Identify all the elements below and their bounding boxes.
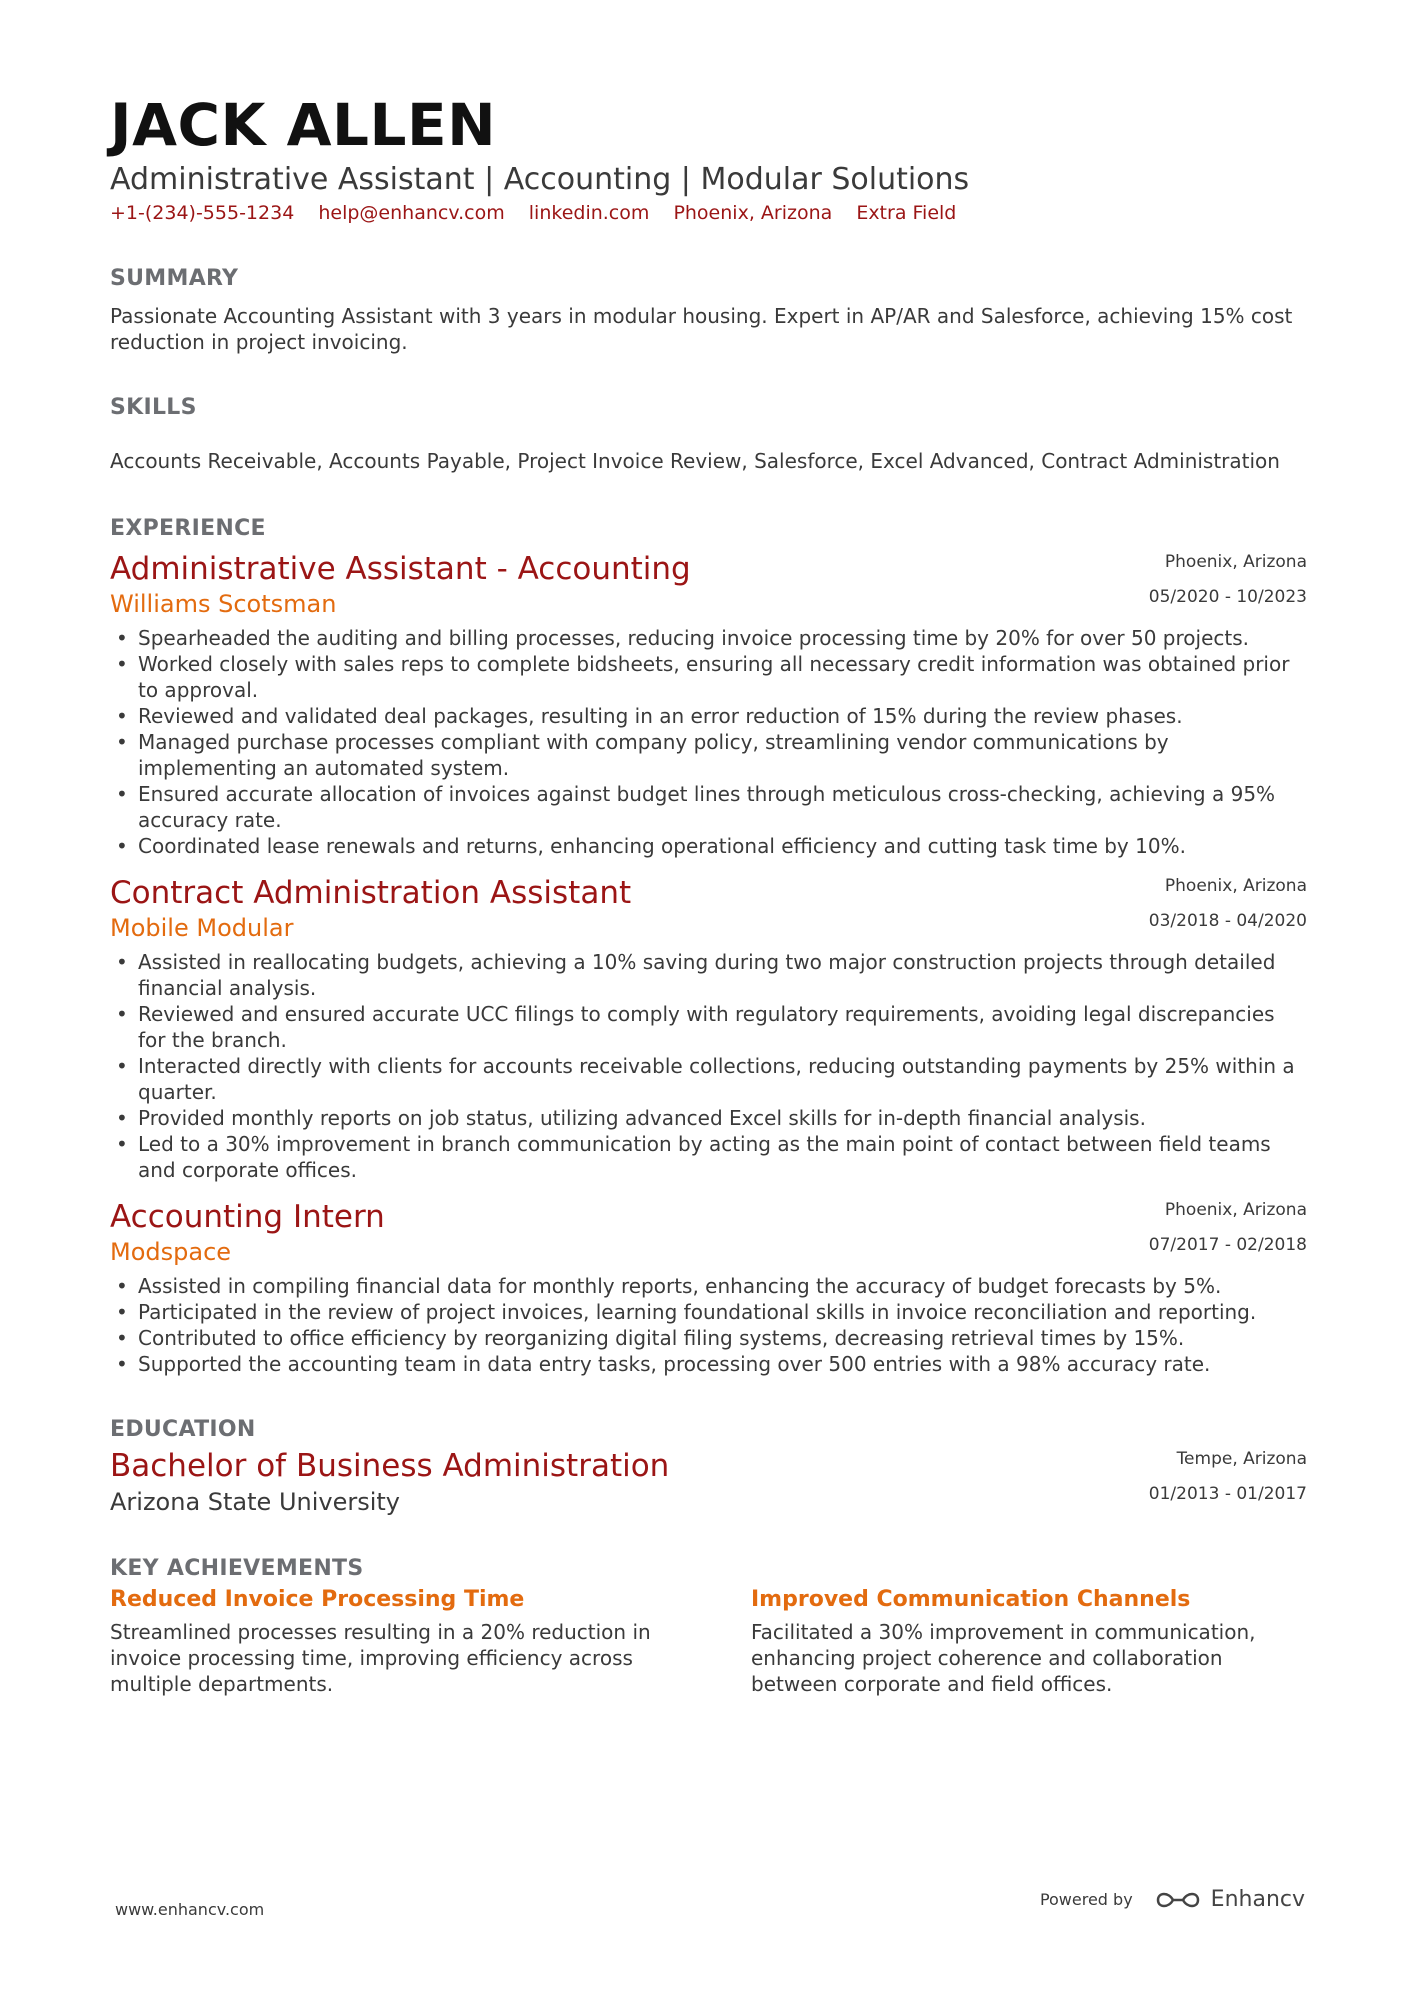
education-school: Arizona State University [110,1488,401,1517]
education-entry [110,1446,1307,1518]
candidate-name: JACK ALLEN [110,91,497,159]
summary-heading: SUMMARY [110,266,239,292]
list-item: • Spearheaded the auditing and billing processes, reducing invoice processing time by 20% for over 50 projects. [110,625,1307,651]
job-location: Phoenix, Arizona [1164,552,1307,573]
list-item: • Supported the accounting team in data entry tasks, processing over 500 entries with a 98% accuracy rate. [110,1351,1307,1377]
achievement-title: Improved Communication Channels [751,1587,1191,1613]
footer-website[interactable]: www.enhancv.com [115,1900,265,1919]
education-dates: 01/2013 - 01/2017 [1148,1484,1307,1505]
job-company: Williams Scotsman [110,590,337,619]
job-bullets [110,949,1307,1183]
achievement-item [751,1585,1306,1697]
achievement-desc: Streamlined processes resulting in a 20% reduction in invoice processing time, improving efficiency across multiple departments. [110,1620,651,1697]
job-title: Contract Administration Assistant [110,875,632,912]
achievements-heading: KEY ACHIEVEMENTS [110,1556,364,1582]
brand-link[interactable] [1155,1887,1305,1912]
job-location: Phoenix, Arizona [1164,1200,1307,1221]
list-item: • Provided monthly reports on job status, utilizing advanced Excel skills for in-depth financial analysis. [110,1105,1307,1131]
list-item: • Contributed to office efficiency by reorganizing digital filing systems, decreasing retrieval times by 15%. [110,1325,1307,1351]
footer-branding [1040,1887,1305,1912]
contact-email[interactable]: help@enhancv.com [318,202,505,225]
education-meta [1149,1450,1307,1503]
resume-content [110,92,1307,1697]
list-item: • Ensured accurate allocation of invoices against budget lines through meticulous cross-checking, achieving a 95% accuracy rate. [110,781,1307,833]
job-entry [110,549,1307,859]
contact-linkedin[interactable]: linkedin.com [528,202,650,225]
list-item: • Worked closely with sales reps to complete bidsheets, ensuring all necessary credit information was obtained prior to approval. [110,651,1307,703]
list-item: • Assisted in compiling financial data for monthly reports, enhancing the accuracy of budget forecasts by 5%. [110,1273,1307,1299]
list-item: • Coordinated lease renewals and returns, enhancing operational efficiency and cutting task time by 10%. [110,833,1307,859]
job-meta [1149,877,1307,930]
list-item: • Led to a 30% improvement in branch communication by acting as the main point of contact between field teams and corporate offices. [110,1131,1307,1183]
list-item: • Managed purchase processes compliant with company policy, streamlining vendor communications by implementing an automated system. [110,729,1307,781]
job-meta [1149,553,1307,606]
job-title: Administrative Assistant - Accounting [110,551,691,588]
list-item: • Participated in the review of project invoices, learning foundational skills in invoice reconciliation and reporting. [110,1299,1307,1325]
job-bullets [110,1273,1307,1377]
education-heading: EDUCATION [110,1417,256,1443]
contact-phone[interactable]: +1-(234)-555-1234 [110,202,295,225]
achievement-desc: Facilitated a 30% improvement in communication, enhancing project coherence and collaboration between corporate and field offices. [751,1620,1256,1697]
job-bullets [110,625,1307,859]
job-dates: 07/2017 - 02/2018 [1148,1235,1307,1256]
achievements-grid [110,1585,1307,1697]
list-item: • Reviewed and ensured accurate UCC filings to comply with regulatory requirements, avoiding legal discrepancies for the branch. [110,1001,1307,1053]
education-degree: Bachelor of Business Administration [110,1448,670,1485]
skills-text: Accounts Receivable, Accounts Payable, Project Invoice Review, Salesforce, Excel Advanced, Contract Administration [110,449,1280,474]
skills-heading: SKILLS [110,395,197,421]
job-company: Modspace [110,1238,232,1267]
education-location: Tempe, Arizona [1176,1449,1307,1470]
job-entry [110,1197,1307,1377]
job-entry [110,873,1307,1183]
job-meta [1149,1201,1307,1254]
candidate-headline: Administrative Assistant | Accounting | Modular Solutions [110,161,970,197]
powered-by-label: Powered by [1039,1890,1133,1909]
list-item: • Reviewed and validated deal packages, resulting in an error reduction of 15% during the review phases. [110,703,1307,729]
enhancv-logo-icon [1155,1888,1201,1912]
brand-name: Enhancv [1210,1887,1305,1912]
job-title: Accounting Intern [110,1199,385,1236]
summary-text: Passionate Accounting Assistant with 3 years in modular housing. Expert in AP/AR and Salesforce, achieving 15% cost reduction in project invoicing. [110,304,1293,355]
contact-extra-field: Extra Field [856,202,957,225]
contact-location: Phoenix, Arizona [673,202,833,225]
job-dates: 03/2018 - 04/2020 [1148,911,1307,932]
list-item: • Assisted in reallocating budgets, achieving a 10% saving during two major construction projects through detailed financial analysis. [110,949,1307,1001]
achievement-title: Reduced Invoice Processing Time [110,1587,525,1613]
list-item: • Interacted directly with clients for accounts receivable collections, reducing outstanding payments by 25% within a quarter. [110,1053,1307,1105]
achievement-item [110,1585,665,1697]
contact-line [110,202,1307,224]
job-company: Mobile Modular [110,914,294,943]
job-dates: 05/2020 - 10/2023 [1148,587,1307,608]
job-location: Phoenix, Arizona [1164,876,1307,897]
experience-heading: EXPERIENCE [110,516,266,542]
